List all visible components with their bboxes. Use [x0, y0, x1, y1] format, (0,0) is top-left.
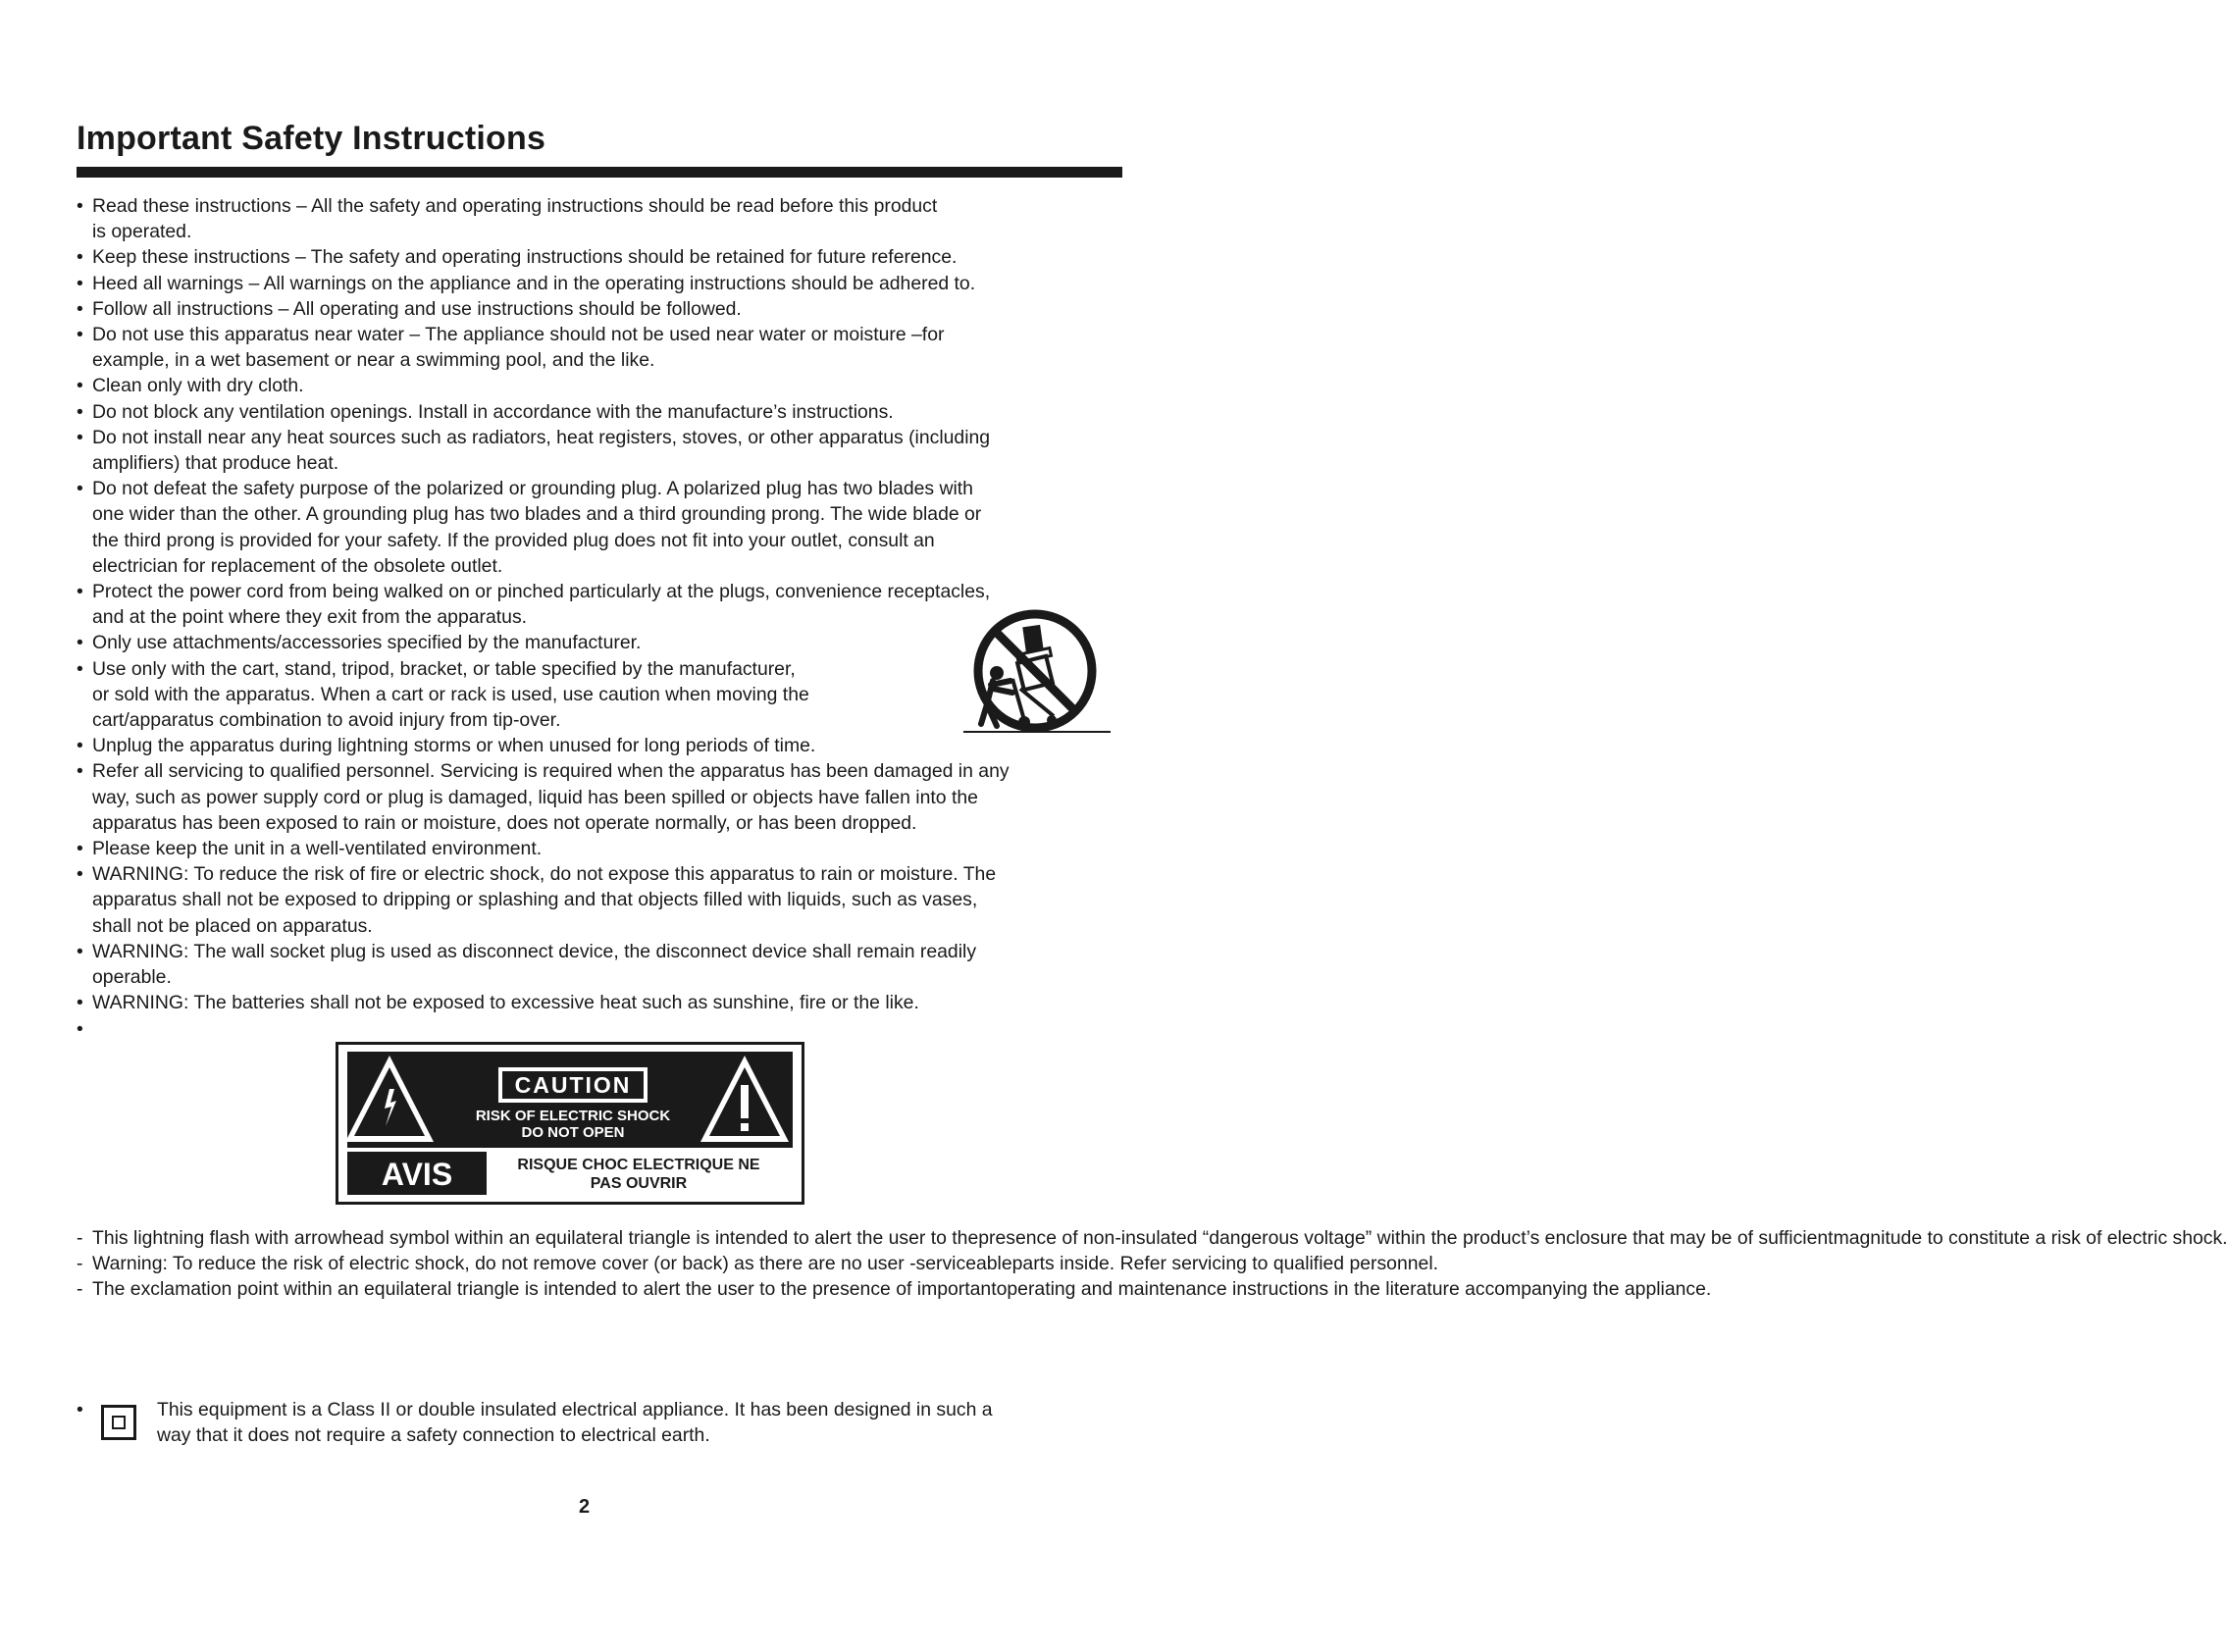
bullet-mark: •	[77, 1399, 83, 1420]
bullet-mark: •	[77, 375, 83, 397]
list-item	[77, 322, 1136, 373]
list-item-line: Refer all servicing to qualified personnel. Servicing is required when the apparatus has been damaged in any	[92, 760, 1010, 783]
list-item-line: Do not use this apparatus near water – The appliance should not be used near water or moisture –for	[92, 324, 945, 346]
list-item-line: WARNING: The wall socket plug is used as disconnect device, the disconnect device shall remain readily	[92, 940, 977, 962]
list-item-line: Follow all instructions – All operating and use instructions should be followed.	[92, 297, 742, 320]
bullet-mark: •	[77, 632, 83, 654]
list-item-line: Heed all warnings – All warnings on the appliance and in the operating instructions should be adhered to.	[92, 272, 976, 294]
bullet-mark: •	[77, 195, 83, 217]
list-item-line: Unplug the apparatus during lightning storms or when unused for long periods of time.	[92, 735, 816, 757]
list-item-line: cart/apparatus combination to avoid injury from tip-over.	[92, 709, 561, 732]
list-item-line: one wider than the other. A grounding plug has two blades and a third grounding prong. The wide blade or	[92, 503, 982, 526]
bullet-mark: •	[77, 992, 83, 1014]
bullet-mark: •	[77, 940, 83, 962]
list-item-line: Keep these instructions – The safety and operating instructions should be retained for future reference.	[92, 246, 958, 269]
list-item-line: apparatus has been exposed to rain or moisture, does not operate normally, or has been dropped.	[92, 811, 917, 834]
list-item	[77, 399, 1136, 425]
caution-label	[336, 1042, 804, 1205]
caution-heading: CAUTION	[514, 1072, 632, 1098]
list-item	[77, 836, 1136, 861]
class-ii-line-2: way that it does not require a safety connection to electrical earth.	[157, 1424, 710, 1447]
note-item-line: presence of non-insulated “dangerous voltage” within the product’s enclosure that may be of sufficient	[978, 1227, 1834, 1249]
list-item	[77, 758, 1136, 836]
bullet-mark: •	[77, 735, 83, 757]
note-item	[77, 1251, 1439, 1276]
symbol-notes	[77, 1225, 2228, 1303]
list-item	[77, 193, 1136, 244]
title-rule	[77, 167, 1122, 178]
note-item-line: parts inside. Refer servicing to qualified personnel.	[1011, 1253, 1439, 1275]
list-item-line: the third prong is provided for your safety. If the provided plug does not fit into your outlet, consult an	[92, 529, 935, 551]
list-item-line: apparatus shall not be exposed to dripping or splashing and that objects filled with liquids, such as vases,	[92, 889, 978, 911]
note-item	[77, 1225, 2228, 1251]
class-ii-symbol-icon	[101, 1405, 136, 1440]
list-item-line: Please keep the unit in a well-ventilated environment.	[92, 838, 543, 860]
list-item	[77, 373, 1136, 398]
list-item-line: electrician for replacement of the obsolete outlet.	[92, 554, 503, 577]
list-item-line: way, such as power supply cord or plug is damaged, liquid has been spilled or objects have fallen into the	[92, 786, 978, 808]
list-item	[77, 990, 1136, 1015]
list-item-line: and at the point where they exit from the apparatus.	[92, 606, 528, 629]
list-item-line: Only use attachments/accessories specified by the manufacturer.	[92, 632, 642, 654]
list-item-line: Clean only with dry cloth.	[92, 375, 304, 397]
list-item-line: or sold with the apparatus. When a cart or rack is used, use caution when moving the	[92, 683, 809, 705]
list-item-line: Use only with the cart, stand, tripod, bracket, or table specified by the manufacturer,	[92, 657, 796, 680]
note-item-line: operating and maintenance instructions in the literature accompanying the appliance.	[996, 1278, 1712, 1301]
note-item-line: This lightning flash with arrowhead symbol within an equilateral triangle is intended to alert the user to the	[92, 1227, 979, 1249]
bullet-mark: •	[77, 272, 83, 294]
list-item-line: example, in a wet basement or near a swimming pool, and the like.	[92, 349, 655, 372]
list-item	[77, 271, 1136, 296]
list-item	[77, 939, 1136, 990]
list-item-line: is operated.	[92, 221, 192, 243]
class-ii-note	[77, 1397, 1146, 1450]
bullet-mark: •	[77, 838, 83, 860]
list-item	[77, 296, 1136, 322]
bullet-mark: -	[77, 1227, 83, 1249]
bullet-mark: •	[77, 246, 83, 269]
caution-line-2: DO NOT OPEN	[521, 1124, 625, 1141]
bullet-mark: -	[77, 1278, 83, 1301]
bullet-mark: •	[77, 863, 83, 886]
list-item-line: Protect the power cord from being walked on or pinched particularly at the plugs, convenience receptacles,	[92, 581, 991, 603]
list-item-empty	[77, 1016, 1136, 1042]
list-item	[77, 244, 1136, 270]
cart-tip-over-warning-icon	[963, 610, 1111, 751]
bullet-mark: •	[77, 324, 83, 346]
avis-line-2: PAS OUVRIR	[590, 1175, 688, 1192]
list-item-line: amplifiers) that produce heat.	[92, 452, 339, 475]
avis-line-1: RISQUE CHOC ELECTRIQUE NE	[517, 1157, 760, 1173]
bullet-mark: •	[77, 657, 83, 680]
list-item	[77, 425, 1136, 476]
page-title: Important Safety Instructions	[77, 120, 546, 157]
list-item-line: Do not defeat the safety purpose of the polarized or grounding plug. A polarized plug has two blades with	[92, 478, 973, 500]
note-item-line: Warning: To reduce the risk of electric shock, do not remove cover (or back) as there are no user -serviceable	[92, 1253, 1012, 1275]
page-number: 2	[578, 1496, 591, 1518]
note-item-line: The exclamation point within an equilateral triangle is intended to alert the user to the presence of important	[92, 1278, 997, 1301]
bullet-mark: •	[77, 400, 83, 423]
list-item	[77, 476, 1136, 579]
bullet-mark: •	[77, 581, 83, 603]
note-item-line: magnitude to constitute a risk of electric shock.	[1833, 1227, 2228, 1249]
bullet-mark: •	[77, 297, 83, 320]
bullet-mark: •	[77, 478, 83, 500]
note-item	[77, 1276, 1712, 1302]
list-item-line: operable.	[92, 966, 172, 989]
list-item-line: WARNING: To reduce the risk of fire or electric shock, do not expose this apparatus to rain or moisture. The	[92, 863, 997, 886]
bullet-mark: -	[77, 1253, 83, 1275]
list-item-line: WARNING: The batteries shall not be exposed to excessive heat such as sunshine, fire or the like.	[92, 992, 919, 1014]
list-item-line: Read these instructions – All the safety and operating instructions should be read before this product	[92, 195, 938, 217]
avis-label: AVIS	[381, 1157, 453, 1192]
bullet-mark: •	[77, 426, 83, 448]
list-item	[77, 861, 1136, 939]
class-ii-line-1: This equipment is a Class II or double insulated electrical appliance. It has been designed in such a	[157, 1399, 993, 1420]
caution-line-1: RISK OF ELECTRIC SHOCK	[475, 1108, 671, 1124]
list-item-line: shall not be placed on apparatus.	[92, 914, 373, 937]
bullet-mark: •	[77, 1017, 83, 1040]
list-item-line: Do not install near any heat sources such as radiators, heat registers, stoves, or other apparatus (including	[92, 426, 991, 448]
list-item-line: Do not block any ventilation openings. Install in accordance with the manufacture’s instructions.	[92, 400, 894, 423]
bullet-mark: •	[77, 760, 83, 783]
